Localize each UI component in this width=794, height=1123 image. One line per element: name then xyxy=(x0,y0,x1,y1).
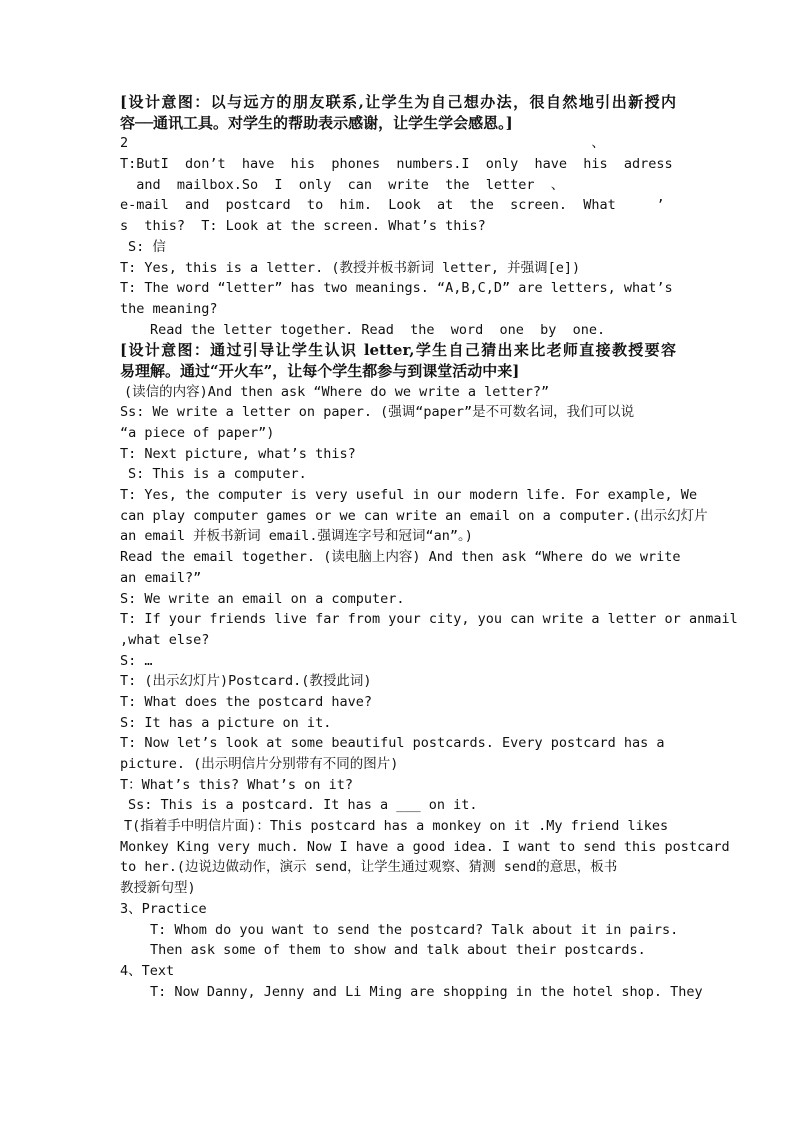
dialogue-line: S: 信 xyxy=(128,238,166,255)
step-2-heading: 2 、 xyxy=(120,135,605,152)
design-intent-1-line-1: [设计意图：以与远方的朋友联系,让学生为自己想办法，很自然地引出新授内 xyxy=(120,93,676,111)
dialogue-line: T: Yes, this is a letter. (教授并板书新词 letter, 并强调[e]) xyxy=(120,259,581,276)
section-text-heading: 4、Text xyxy=(120,962,175,979)
dialogue-line: “a piece of paper”) xyxy=(120,425,275,441)
dialogue-line: an email 并板书新词 email.强调连字号和冠词“an”。) xyxy=(120,528,473,545)
dialogue-line: and mailbox.So I only can write the letter 、 xyxy=(120,176,565,193)
dialogue-line: 教授新句型) xyxy=(120,880,196,897)
dialogue-line: Monkey King very much. Now I have a good idea. I want to send this postcard xyxy=(120,838,730,855)
dialogue-line: e-mail and postcard to him. Look at the screen. What ’ xyxy=(120,197,665,214)
dialogue-line: T(指着手中明信片面)：This postcard has a monkey on it .My friend likes xyxy=(124,818,669,835)
dialogue-line: can play computer games or we can write an email on a computer.(出示幻灯片 xyxy=(120,507,708,524)
dialogue-line: T: What does the postcard have? xyxy=(120,693,372,710)
dialogue-line: the meaning? xyxy=(120,300,218,317)
document-body xyxy=(120,92,738,1002)
design-intent-2-line-1: [设计意图：通过引导让学生认识 letter,学生自己猜出来比老师直接教授要容 xyxy=(120,341,676,360)
dialogue-line: T: Now let’s look at some beautiful postcards. Every postcard has a xyxy=(120,735,665,752)
dialogue-line: Ss: This is a postcard. It has a ___ on it. xyxy=(128,797,478,814)
dialogue-line: s this? T: Look at the screen. What’s this? xyxy=(120,218,486,235)
dialogue-line: S: We write an email on a computer. xyxy=(120,590,405,607)
dialogue-line: S: This is a computer. xyxy=(128,466,307,483)
dialogue-line: ,what else? xyxy=(120,631,210,648)
design-intent-2-line-2: 易理解。通过“开火车”，让每个学生都参与到课堂活动中来] xyxy=(120,361,520,380)
dialogue-line: Read the email together. (读电脑上内容) And then ask “Where do we write xyxy=(120,549,681,566)
dialogue-line: T: Yes, the computer is very useful in our modern life. For example, We xyxy=(120,487,698,504)
dialogue-line: T:ButI don’t have his phones numbers.I only have his adress xyxy=(120,156,673,173)
dialogue-line: T: Whom do you want to send the postcard? Talk about it in pairs. xyxy=(150,921,679,938)
dialogue-line: S: It has a picture on it. xyxy=(120,714,332,731)
dialogue-line: T: If your friends live far from your city, you can write a letter or anmail xyxy=(120,611,738,628)
dialogue-line: an email?” xyxy=(120,569,202,586)
dialogue-line: T: Now Danny, Jenny and Li Ming are shopping in the hotel shop. They xyxy=(150,983,703,1000)
dialogue-line: Then ask some of them to show and talk about their postcards. xyxy=(150,942,646,959)
dialogue-line: Read the letter together. Read the word one by one. xyxy=(150,321,606,338)
dialogue-line: to her.(边说边做动作，演示 send，让学生通过观察、猜测 send的意思，板书 xyxy=(120,859,618,876)
section-practice-heading: 3、Practice xyxy=(120,900,207,917)
dialogue-line: T: Next picture, what’s this? xyxy=(120,445,356,462)
design-intent-1-line-2: 容──通讯工具。对学生的帮助表示感谢，让学生学会感恩。] xyxy=(120,113,513,132)
dialogue-line: Ss: We write a letter on paper. (强调“paper”是不可数名词，我们可以说 xyxy=(120,404,635,421)
dialogue-line: T: The word “letter” has two meanings. “A,B,C,D” are letters, what’s xyxy=(120,280,673,297)
dialogue-line: T: (出示幻灯片)Postcard.(教授此词) xyxy=(120,673,372,690)
dialogue-line: S: … xyxy=(120,652,153,669)
dialogue-line: T：What’s this? What’s on it? xyxy=(120,776,353,793)
dialogue-line: picture. (出示明信片分别带有不同的图片) xyxy=(120,756,399,772)
dialogue-line: (读信的内容)And then ask “Where do we write a letter?” xyxy=(124,383,550,400)
